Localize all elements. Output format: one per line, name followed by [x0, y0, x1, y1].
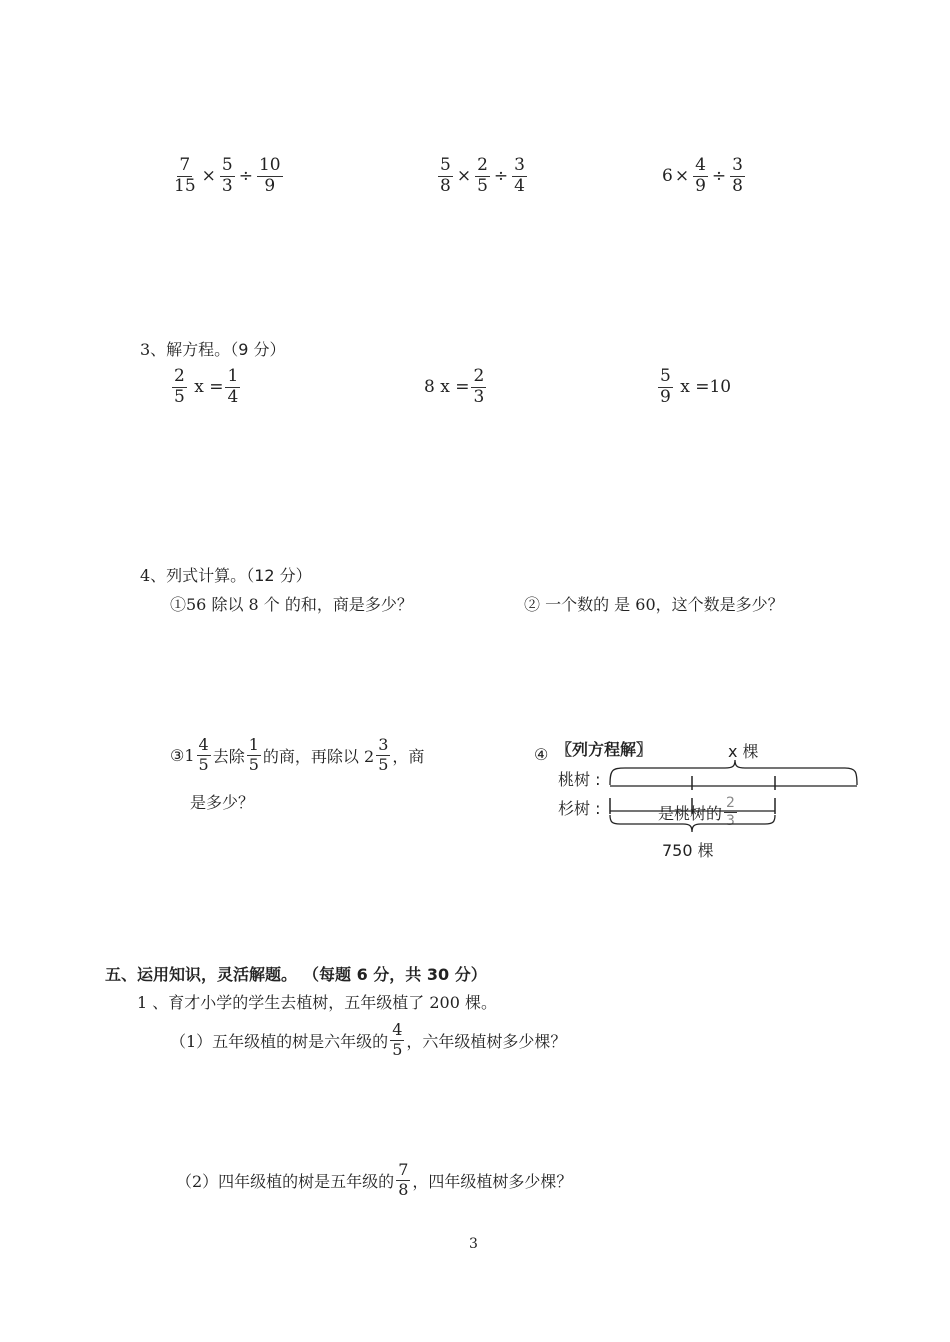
numerator: 5 — [660, 366, 671, 386]
denominator: 5 — [477, 175, 488, 196]
operator: ÷ — [238, 166, 253, 187]
x-label: x 棵 — [728, 742, 759, 761]
question-4-3: ③1 $\frac{4}{5}$ 去除 $\frac{1}{5}$ 的商，再除以 2 $\frac{3}{5}$ ，商 — [170, 735, 425, 774]
denominator: 5 — [174, 386, 185, 407]
expression-text: x =10 — [674, 377, 732, 398]
denominator: 8 — [732, 175, 743, 196]
section-3-heading: 3、解方程。（9 分） — [140, 340, 286, 359]
fir-label: 杉树 : — [558, 799, 601, 818]
question-4-2: ② 一个数的 是 60，这个数是多少？ — [524, 595, 784, 614]
operator: × — [674, 166, 690, 187]
operator: ÷ — [711, 166, 727, 187]
fir-note: 是桃树的 $\frac{2}{3}$ — [658, 795, 735, 829]
numerator: 1 — [227, 366, 239, 386]
numerator: 10 — [258, 155, 281, 175]
denominator: 9 — [264, 175, 276, 196]
operator: × — [201, 166, 216, 187]
denominator: 4 — [227, 386, 239, 407]
numerator: 5 — [221, 155, 233, 175]
problem-5-1: 1 、育才小学的学生去植树，五年级植了 200 棵。 — [137, 993, 497, 1012]
numerator: 2 — [174, 366, 185, 386]
total-label: 750 棵 — [662, 841, 714, 860]
section-5-heading: 五、运用知识，灵活解题。 （每题 6 分，共 30 分） — [105, 965, 487, 984]
bottom-brace — [610, 815, 775, 832]
question-4-1: ①56 除以 8 个 的和，商是多少？ — [170, 595, 413, 614]
top-brace — [610, 760, 857, 785]
section-4-heading: 4、列式计算。（12 分） — [140, 566, 312, 585]
denominator: 15 — [174, 175, 196, 196]
expression-text: x = — [188, 377, 224, 398]
question-4-3-line2: 是多少？ — [190, 793, 255, 812]
question-4-4-title: 〖列方程解〗 — [556, 740, 653, 759]
denominator: 4 — [514, 175, 525, 196]
numerator: 2 — [477, 155, 488, 175]
operator: ÷ — [493, 166, 509, 187]
denominator: 3 — [221, 175, 233, 196]
numerator: 3 — [732, 155, 743, 175]
numerator: 5 — [440, 155, 451, 175]
denominator: 9 — [695, 175, 706, 196]
problem-5-1b: （2）四年级植的树是五年级的 $\frac{7}{8}$ ，四年级植树多少棵？ — [176, 1160, 573, 1199]
expression-text: 8 x = — [424, 377, 470, 398]
denominator: 9 — [660, 386, 671, 407]
expression-text: 6 — [662, 166, 673, 187]
peach-label: 桃树 : — [558, 770, 601, 789]
numerator: 3 — [514, 155, 525, 175]
numerator: 2 — [473, 366, 485, 386]
question-4-4-number: ④ — [534, 745, 549, 764]
problem-5-1a: （1）五年级植的树是六年级的 $\frac{4}{5}$ ，六年级植树多少棵？ — [170, 1020, 567, 1059]
numerator: 7 — [179, 155, 191, 175]
denominator: 8 — [440, 175, 451, 196]
page-number: 3 — [469, 1236, 478, 1252]
numerator: 4 — [695, 155, 706, 175]
operator: × — [456, 166, 472, 187]
denominator: 3 — [473, 386, 485, 407]
